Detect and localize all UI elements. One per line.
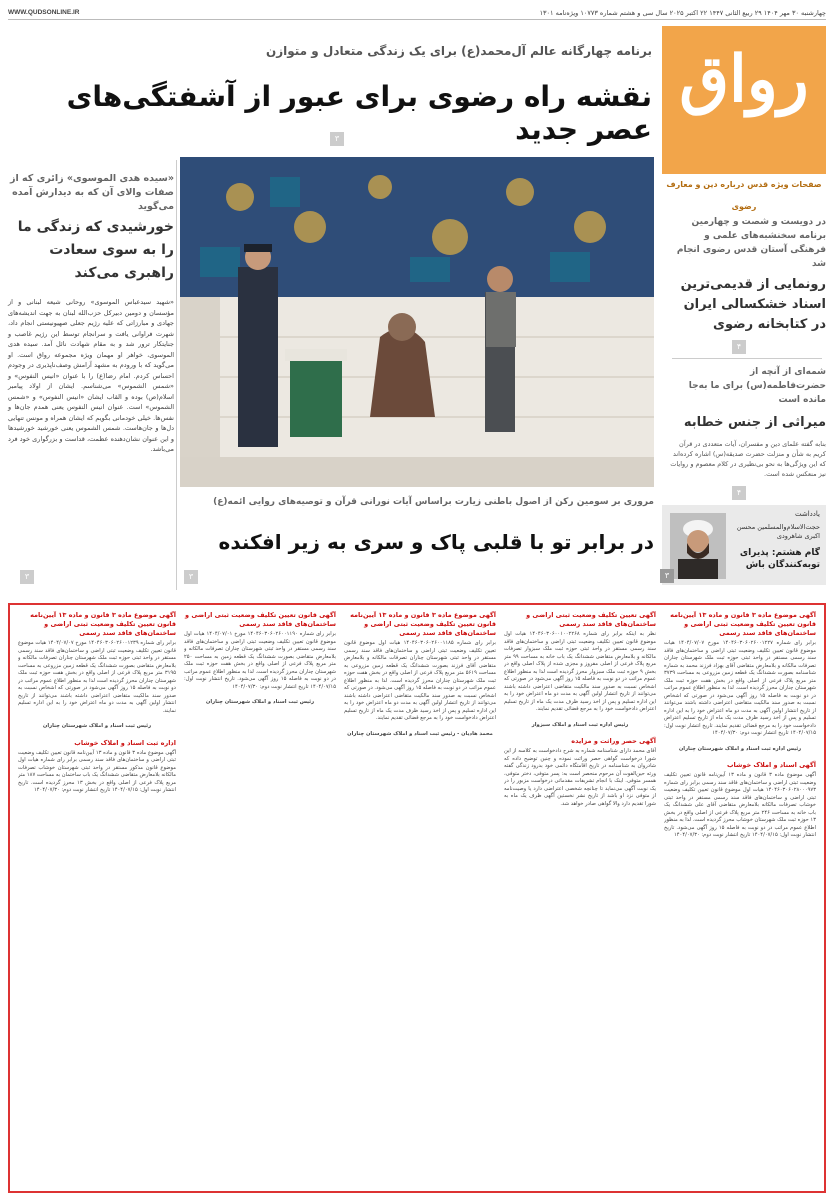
notice-title: آگهی اسناد و املاک خوشاب bbox=[727, 761, 816, 769]
notice-column-4 bbox=[184, 611, 336, 1187]
notice-title: آگهی موضوع ماده ۳ قانون و ماده ۱۳ آیین‌نامه قانون تعیین تکلیف وضعیت ثبتی اراضی و ساختمان‌های فاقد سند رسمی bbox=[30, 611, 176, 637]
notice-body: برابر رای شماره ۱۴۰۴۶۰۳۰۶۰۲۶۰۰۱۱۸۵ هیات اول موضوع قانون تعیین تکلیف وضعیت ثبتی اراضی و ساختمان‌های فاقد سند رسمی مستقر در واحد ثبتی شهرستان چناران تصرفات مالکانه و بلامعارض متقاضی آقای فرزند بصورت ششدانگ یک قطعه زمین مزروعی به مساحت ۵۶۱۹ متر مربع پلاک فرعی از اصلی واقع در بخش هفت حوزه ثبت ملک شهرستان چناران محرز گردیده است. لذا به منظور اطلاع عموم مراتب در دو نوبت به فاصله ۱۵ روز آگهی می‌شود. در صورتی که اشخاص نسبت به صدور سند مالکیت متقاضی اعتراضی داشته باشند می‌توانند از تاریخ انتشار اولین آگهی به مدت دو ماه اعتراض خود را به این اداره تسلیم و پس از اخذ رسید ظرف مدت یک ماه از تاریخ تسلیم اعتراض دادخواست خود را به مرجع قضائی تقدیم نمایند. bbox=[344, 640, 496, 721]
notice-title: آگهی موضوع ماده ۳ قانون و ماده ۱۳ آیین‌نامه قانون تعیین تکلیف وضعیت ثبتی اراضی و ساختمان‌های فاقد سند رسمی bbox=[670, 611, 816, 637]
legal-notices-section bbox=[8, 603, 826, 1193]
notice-signature: رئیس ثبت اسناد و املاک شهرستان چناران bbox=[42, 723, 152, 729]
note-title: گام هشتم: پذیرای توبه‌کنندگان باش bbox=[739, 548, 820, 570]
notice-body: برابر رای شماره ۱۴۰۴۶۰۳۰۶۰۲۶۰۰۱۱۹۰ مورخ ۱۴۰۴/۰۷/۰۱ هیات اول موضوع قانون تعیین تکلیف وضعیت ثبتی اراضی و ساختمان‌های فاقد سند رسمی مستقر در واحد ثبتی شهرستان چناران تصرفات مالکانه و بلامعارض متقاضی بصورت ششدانگ یک قطعه زمین به مساحت ۲۵۰ متر مربع پلاک فرعی از اصلی واقع در بخش هفت حوزه ثبت ملک شهرستان چناران محرز گردیده است. لذا به منظور اطلاع عموم مراتب در دو نوبت به فاصله ۱۵ روز آگهی می‌شود. تاریخ انتشار نوبت اول: ۱۴۰۴/۰۷/۱۵ تاریخ انتشار نوبت دوم: ۱۴۰۴/۰۷/۳۰ bbox=[184, 631, 336, 690]
notice-body: آقای محمد دارای شناسنامه شماره به شرح دادخواست به کلاسه از این شورا درخواست گواهی حصر وراثت نموده و چنین توضیح داده که شادروان به شناسنامه در تاریخ اقامتگاه دائمی خود بدرود زندگی گفته ورثه حین‌الفوت آن مرحوم منحصر است به: پسر متوفی، دختر متوفی، همسر متوفی. اینک با انجام تشریفات مقدماتی درخواست مزبور را در یک نوبت آگهی می‌نماید تا چنانچه شخصی اعتراضی دارد یا وصیت‌نامه از متوفی نزد او باشد از تاریخ نشر نخستین آگهی ظرف یک ماه به شورا تقدیم دارد والا گواهی صادر خواهد شد. bbox=[504, 748, 656, 807]
story-subtitle: شمه‌ای از آنچه از حضرت‌فاطمه(س) برای ما به‌جا مانده است bbox=[688, 367, 826, 405]
photo-caption: مروری بر سومین رکن از اصول باطنی زیارت براساس آیات نورانی قرآن و توصیه‌های روایی ائمه(ع) bbox=[213, 497, 654, 507]
top-info-bar bbox=[8, 6, 826, 20]
story-subtitle: در دویست و شصت و چهارمین برنامه سخنشبه‌های علمی و فرهنگی آستان قدس رضوی انجام شد bbox=[676, 217, 826, 269]
dateline: چهارشنبه ۳۰ مهر ۱۴۰۴ ۲۹ ربیع الثانی ۱۴۴۷ ۲۲ اکتبر ۲۰۲۵ سال سی و هشتم شماره ۱۰۷۷۳ ویژه‌نامه ۱۳۰۱ bbox=[539, 9, 826, 17]
notice-body: برابر رای شماره ۱۴۰۴۶۰۳۰۶۰۲۶۰۰۱۲۳۹ مورخ ۱۴۰۴/۰۷/۰۷ هیات موضوع قانون تعیین تکلیف وضعیت ثبتی اراضی و ساختمان‌های فاقد سند رسمی مستقر در واحد ثبتی حوزه ثبت ملک شهرستان چناران تصرفات مالکانه و بلامعارض متقاضی بصورت ششدانگ یک قطعه زمین مزروعی به مساحت ۳۱۹۵ متر مربع پلاک فرعی از اصلی واقع در بخش هفت حوزه ثبت ملک شهرستان چناران محرز گردیده است لذا به منظور اطلاع عموم مراتب در دو نوبت به فاصله ۱۵ روز آگهی می‌شود در صورتی که اشخاص نسبت به صدور سند مالکیت متقاضی اعتراضی داشته باشند می‌توانند از تاریخ انتشار اولین آگهی به مدت دو ماه اعتراض خود را به این اداره تسلیم نمایند. bbox=[18, 640, 176, 714]
notice-column-3 bbox=[344, 611, 496, 1187]
note-label: یادداشت bbox=[795, 510, 820, 518]
notice-column-2 bbox=[504, 611, 656, 1187]
masthead-logo: رواق bbox=[679, 42, 809, 117]
story-lead: «سیده هدی الموسوی» زائری که از صفات والای آن که به دیدارش آمده می‌گوید bbox=[10, 173, 174, 212]
shrine-photo-illustration bbox=[180, 157, 654, 487]
notice-signature: رئیس ثبت اسناد و املاک شهرستان چناران bbox=[205, 699, 315, 705]
column-note-box[interactable] bbox=[662, 505, 826, 585]
notice-body: آگهی موضوع ماده ۳ قانون و ماده ۱۳ آیین‌نامه قانون تعیین تکلیف وضعیت ثبتی اراضی و ساختمان‌های فاقد سند رسمی برابر رای شماره هیات اول موضوع قانون مذکور مستقر در واحد ثبتی شهرستان خوشاب تصرفات مالکانه بلامعارض متقاضی ششدانگ یک باب ساختمان به مساحت ۱۸۷ متر مربع پلاک فرعی از اصلی واقع در بخش ۱۳ محرز گردیده است. تاریخ انتشار نوبت اول: ۱۴۰۴/۰۷/۱۵ تاریخ انتشار نوبت دوم: ۱۴۰۴/۰۷/۳۰ bbox=[18, 749, 176, 793]
notice-title: آگهی موضوع ماده ۳ قانون و ماده ۱۳ آیین‌نامه قانون تعیین تکلیف وضعیت ثبتی اراضی و ساختمان‌های فاقد سند رسمی bbox=[350, 611, 496, 637]
notice-title: اداره ثبت اسناد و املاک خوشاب bbox=[74, 738, 176, 747]
secondary-headline[interactable]: در برابر تو با قلبی پاک و سری به زیر افکنده bbox=[218, 530, 654, 554]
notice-body: آگهی موضوع ماده ۳ قانون و ماده ۱۳ آیین‌نامه قانون تعیین تکلیف وضعیت ثبتی اراضی و ساختمان‌های فاقد سند رسمی برابر رای شماره ۱۴۰۴۶۰۳۰۶۰۲۸۰۰۰۹۷۳ هیات اول موضوع قانون تعیین تکلیف وضعیت ثبتی اراضی و ساختمان‌های فاقد سند رسمی مستقر در واحد ثبتی خوشاب تصرفات مالکانه بلامعارض متقاضی آقای علی ششدانگ یک باب خانه به مساحت ۲۴۶ متر مربع پلاک فرعی از اصلی واقع در بخش ۱۳ حوزه ثبت ملک شهرستان خوشاب محرز گردیده است. لذا به منظور اطلاع عموم مراتب در دو نوبت به فاصله ۱۵ روز آگهی می‌شود. تاریخ انتشار نوبت اول: ۱۴۰۴/۰۷/۱۵ تاریخ انتشار نوبت دوم: ۱۴۰۴/۰۷/۳۰ bbox=[664, 772, 816, 838]
notice-body: نظر به اینکه برابر رای شماره ۱۴۰۴۶۰۳۰۶۰۰۱۰۰۲۲۶۸ هیات اول موضوع قانون تعیین تکلیف وضعیت ثبتی اراضی و ساختمان‌های فاقد سند رسمی مستقر در واحد ثبتی حوزه ثبت ملک سبزوار تصرفات مالکانه و بلامعارض متقاضی ششدانگ یک باب خانه به مساحت ۹۹ متر مربع پلاک فرعی از اصلی مفروز و مجزی شده از پلاک اصلی واقع در بخش ۹ حوزه ثبت ملک سبزوار محرز گردیده است لذا به منظور اطلاع عموم مراتب در دو نوبت به فاصله ۱۵ روز آگهی می‌شود در صورتی که اشخاص نسبت به صدور سند مالکیت متقاضی اعتراضی داشته باشند می‌توانند از تاریخ انتشار اولین آگهی به مدت دو ماه اعتراض خود را به این اداره تسلیم و پس از اخذ رسید ظرف مدت یک ماه از تاریخ تسلیم اعتراض دادخواست خود را به مرجع قضائی تقدیم نمایند. bbox=[504, 631, 656, 712]
page-ref-badge: ۳ bbox=[660, 569, 674, 583]
notice-signature: رئیس اداره ثبت اسناد و املاک شهرستان چناران bbox=[678, 745, 802, 752]
story-title: میراثی از جنس خطابه bbox=[683, 415, 826, 430]
site-url[interactable]: WWW.QUDSONLINE.IR bbox=[8, 9, 80, 16]
feature-photo[interactable] bbox=[180, 157, 654, 487]
main-headline[interactable]: نقشه راه رضوی برای عبور از آشفتگی‌های عصر جدید bbox=[66, 80, 652, 146]
column-divider bbox=[176, 160, 177, 590]
notice-body: برابر رای شماره ۱۴۰۴۶۰۳۰۶۰۲۶۰۰۱۲۲۷ مورخ ۱۴۰۴/۰۷/۰۷ هیات موضوع قانون تعیین تکلیف وضعیت ثبتی اراضی و ساختمان‌های فاقد سند رسمی مستقر در واحد ثبتی حوزه ثبت ملک شهرستان چناران تصرفات مالکانه و بلامعارض متقاضی آقای بهزاد فرزند محمد به شماره شناسنامه بصورت ششدانگ یک قطعه زمین مزروعی به مساحت ۳۷۳۹ متر مربع پلاک فرعی از اصلی واقع در بخش هفت حوزه ثبت ملک شهرستان چناران محرز گردیده است. لذا به منظور اطلاع عموم مراتب در دو نوبت به فاصله ۱۵ روز آگهی می‌شود در صورتی که اشخاص نسبت به صدور سند مالکیت متقاضی اعتراضی داشته باشند می‌توانند از تاریخ انتشار اولین آگهی به مدت دو ماه اعتراض خود را به این اداره تسلیم و پس از اخذ رسید ظرف مدت یک ماه از تاریخ تسلیم اعتراض دادخواست خود را به مرجع قضائی تقدیم نمایند. تاریخ انتشار نوبت اول: ۱۴۰۴/۰۷/۱۵ تاریخ انتشار نوبت دوم: ۱۴۰۴/۰۷/۳۰ bbox=[664, 640, 816, 736]
notice-signature: رئیس اداره ثبت اسناد و املاک سبزوار bbox=[531, 721, 629, 728]
masthead-tagline: صفحات ویژه قدس درباره دین و معارف رضوی bbox=[662, 174, 826, 196]
page-ref-badge: ۳ bbox=[20, 570, 34, 584]
notice-title: آگهی قانون تعیین تکلیف وضعیت ثبتی اراضی و ساختمان‌های فاقد سند رسمی bbox=[185, 611, 336, 628]
sidebar-story-2[interactable] bbox=[668, 365, 826, 479]
story-title: رونمایی از قدیمی‌ترین اسناد خشکسالی ایران در کتابخانه رضوی bbox=[680, 277, 826, 332]
notice-signature: محمد هادیان - رئیس ثبت اسناد و املاک شهرستان چناران bbox=[347, 730, 493, 737]
page-ref-badge: ۴ bbox=[732, 486, 746, 500]
notice-title: آگهی تعیین تکلیف وضعیت ثبتی اراضی و ساختمان‌های فاقد سند رسمی bbox=[526, 611, 656, 628]
note-author: حجت‌الاسلام‌والمسلمین محسن اکبری شاهرودی bbox=[736, 523, 820, 540]
author-portrait bbox=[670, 513, 726, 579]
left-story[interactable] bbox=[8, 172, 174, 455]
page-ref-badge: ۳ bbox=[184, 570, 198, 584]
masthead bbox=[662, 26, 826, 211]
notice-column-5 bbox=[18, 611, 176, 1187]
sidebar-story-1[interactable] bbox=[668, 215, 826, 335]
page-ref-badge: ۳ bbox=[330, 132, 344, 146]
notice-title: آگهی حصر وراثت و مزایده bbox=[571, 737, 656, 745]
story-title: خورشیدی که زندگی ما را به سوی سعادت راهبری می‌کند bbox=[17, 219, 174, 281]
page-ref-badge: ۴ bbox=[732, 340, 746, 354]
story-body: «شهید سیدعباس الموسوی» روحانی شیعه لبنانی و از مؤسسان و دومین دبیرکل حزب‌الله لبنان به جهت اندیشه‌های جهادی و مبارزاتی که علیه رژیم جعلی صهیونیستی انجام داد، شهرت فراوانی یافت و سرانجام توسط این رژیم غاصب و جنایتکار ترور شد و به مقام شهادت نائل آمد. سیده هدی الموسوی، خواهر او مهمان ویژه مجموعه رواق است. او می‌گوید که با ورودم به مشهد آرامش وصف‌ناپذیری در وجودم احساس کردم. امام رضا(ع) را با عنوان «انیس النفوس» و «شمس الشموس» می‌شناسم. ایشان از اولاد پیامبر اسلام(ص) بوده و القاب ایشان «انیس النفوس» و «شمس الشموس» است. عنوان انیس النفوس یعنی همدم جان‌ها و نفس‌ها. خیلی خودمانی بگویم که ایشان همراه و مونس تنهایی دل‌ها و جان‌هاست. شمس الشموس یعنی خورشید خورشیدها و این عنوان نشان‌دهنده عظمت، قداست و بزرگواری خود فرد می‌باشد. bbox=[8, 298, 174, 453]
divider bbox=[672, 358, 822, 359]
notice-column-1 bbox=[664, 611, 816, 1187]
main-kicker: برنامه چهارگانه عالم آل‌محمد(ع) برای یک زندگی متعادل و متوازن bbox=[266, 44, 652, 58]
story-body: بنابه گفته علمای دین و مفسران، آیات متعددی در قرآن کریم به شأن و منزلت حضرت صدیقه(س) اشاره کرده‌اند که این ویژگی‌ها به نحو بی‌نظیری در کلام معصوم و روایات نیز منعکس شده است. bbox=[670, 440, 826, 478]
